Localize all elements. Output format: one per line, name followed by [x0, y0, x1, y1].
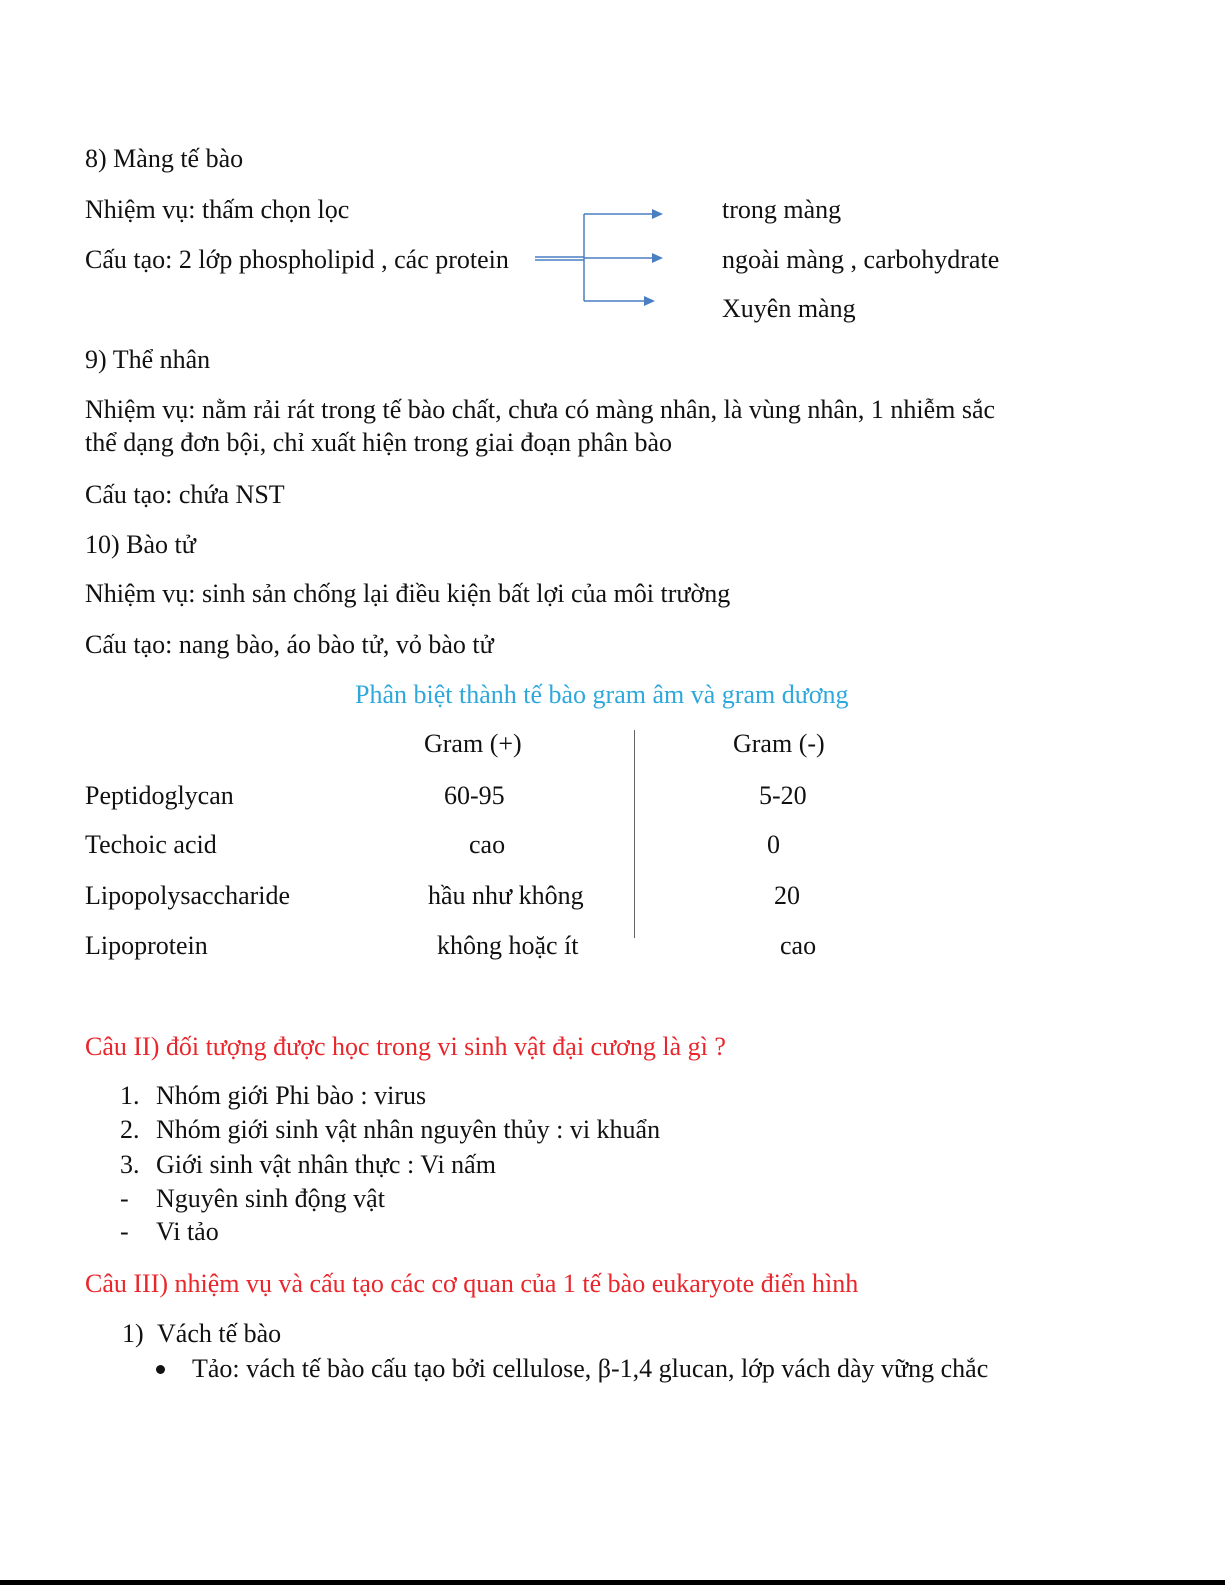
gram-row-neg: 5-20: [759, 781, 807, 810]
list-item: Nguyên sinh động vật: [156, 1184, 385, 1213]
gram-neg-header: Gram (-): [733, 729, 825, 758]
bullet-dot: [156, 1365, 165, 1374]
list-item: Vi tảo: [156, 1217, 219, 1246]
sec9-structure: Cấu tạo: chứa NST: [85, 480, 285, 509]
gram-row-neg: 20: [774, 881, 800, 910]
sec9-task-line2: thể dạng đơn bội, chỉ xuất hiện trong giai đoạn phân bào: [85, 428, 673, 457]
list-item: Giới sinh vật nhân thực : Vi nấm: [156, 1150, 496, 1179]
sec8-branch-inner: trong màng: [722, 195, 842, 224]
gram-table-title: Phân biệt thành tế bào gram âm và gram dương: [355, 680, 849, 709]
list-item: Nhóm giới Phi bào : virus: [156, 1081, 427, 1110]
arrow-head-top: [652, 209, 663, 219]
gram-row-name: Peptidoglycan: [85, 781, 234, 810]
gram-row-pos: 60-95: [444, 781, 505, 810]
q3-sub-marker: 1): [122, 1319, 144, 1348]
sec8-structure: Cấu tạo: 2 lớp phospholipid , các protein: [85, 245, 509, 274]
sec10-heading: 10) Bào tử: [85, 530, 196, 559]
gram-row-name: Lipopolysaccharide: [85, 881, 291, 910]
sec9-task-line1: Nhiệm vụ: nằm rải rát trong tế bào chất, chưa có màng nhân, là vùng nhân, 1 nhiễm sắc: [85, 395, 996, 424]
list-item: Nhóm giới sinh vật nhân nguyên thủy : vi khuẩn: [156, 1115, 661, 1144]
gram-pos-header: Gram (+): [424, 729, 522, 758]
arrow-head-middle: [652, 253, 663, 263]
gram-row-pos: không hoặc ít: [437, 931, 579, 960]
sec10-task: Nhiệm vụ: sinh sản chống lại điều kiện bất lợi của môi trường: [85, 579, 731, 608]
sec8-branch-outer: ngoài màng , carbohydrate: [722, 245, 1000, 274]
gram-row-pos: cao: [469, 830, 506, 859]
gram-row-neg: cao: [780, 931, 817, 960]
q3-sub-heading: Vách tế bào: [157, 1319, 282, 1348]
gram-row-neg: 0: [767, 830, 780, 859]
list-marker: 3.: [120, 1150, 140, 1179]
gram-row-pos: hầu như không: [428, 881, 584, 910]
q3-bullet-text: Tảo: vách tế bào cấu tạo bởi cellulose, β-1,4 glucan, lớp vách dày vững chắc: [192, 1354, 989, 1383]
q3-heading: Câu III) nhiệm vụ và cấu tạo các cơ quan của 1 tế bào eukaryote điển hình: [85, 1269, 859, 1298]
gram-row-name: Techoic acid: [85, 830, 217, 859]
sec8-branch-transmembrane: Xuyên màng: [722, 294, 856, 323]
page-bottom-edge: [0, 1580, 1225, 1585]
gram-row-name: Lipoprotein: [85, 931, 208, 960]
column-divider: [634, 730, 635, 938]
sec9-heading: 9) Thể nhân: [85, 345, 211, 374]
q2-heading: Câu II) đối tượng được học trong vi sinh vật đại cương là gì ?: [85, 1032, 726, 1061]
list-marker: 2.: [120, 1115, 140, 1144]
sec10-structure: Cấu tạo: nang bào, áo bào tử, vỏ bào tử: [85, 630, 494, 659]
sec8-heading: 8) Màng tế bào: [85, 144, 244, 173]
list-marker: 1.: [120, 1081, 140, 1110]
list-marker: -: [120, 1217, 129, 1246]
sec8-task: Nhiệm vụ: thấm chọn lọc: [85, 195, 350, 224]
arrow-head-bottom: [644, 296, 655, 306]
list-marker: -: [120, 1184, 129, 1213]
